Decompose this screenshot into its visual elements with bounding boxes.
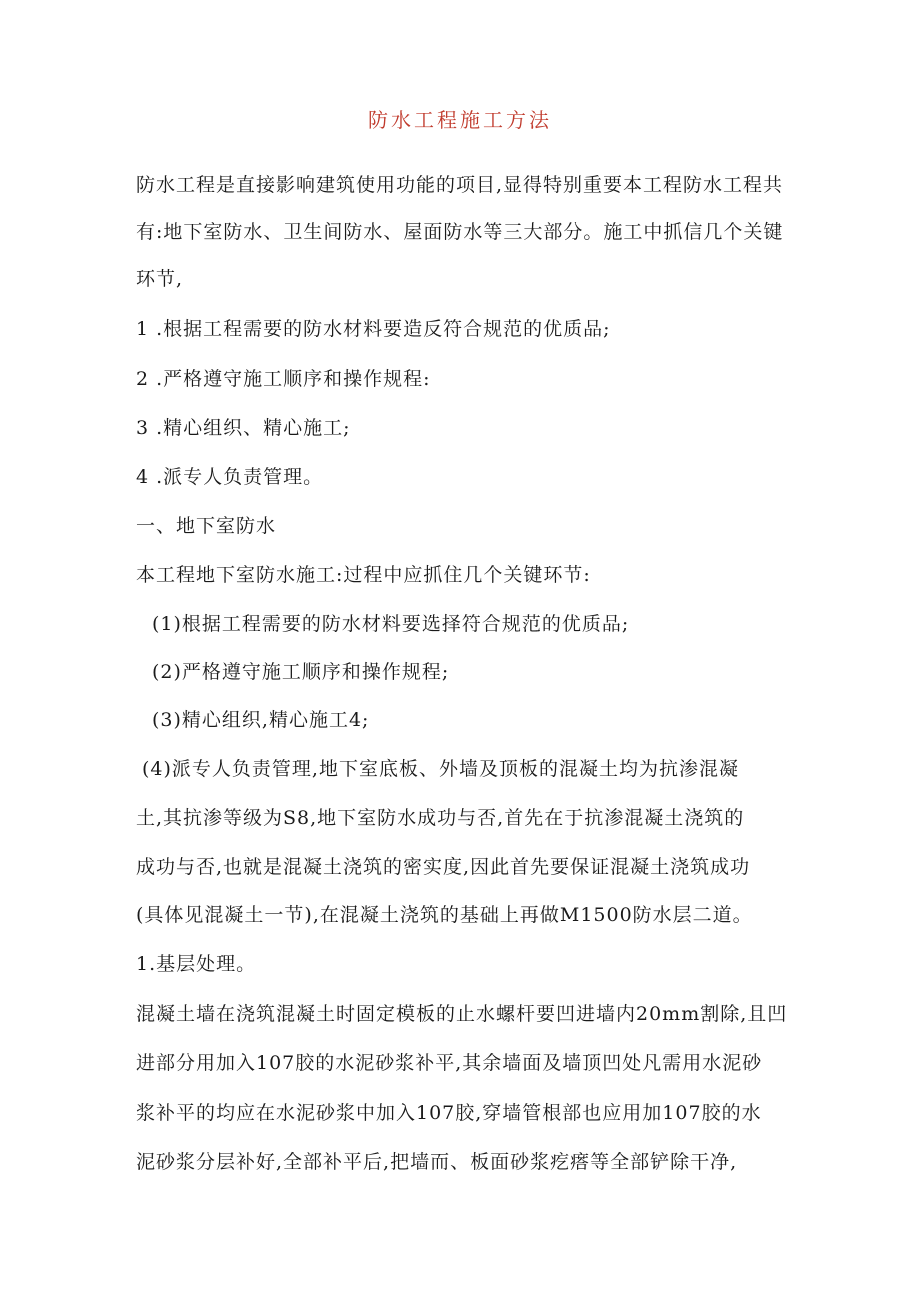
list-item: 1 .根据工程需要的防水材料要造反符合规范的优质品; — [136, 318, 611, 340]
paragraph-line: (4)派专人负责管理,地下室底板、外墙及顶板的混凝土均为抗渗混凝 — [142, 758, 739, 780]
list-item: 4 .派专人负责管理。 — [136, 466, 324, 488]
paragraph-line: (具体见混凝土一节),在混凝土浇筑的基础上再做M1500防水层二道。 — [136, 904, 753, 926]
paragraph-line: 成功与否,也就是混凝土浇筑的密实度,因此首先要保证混凝土浇筑成功 — [136, 856, 751, 878]
paragraph-line: 防水工程是直接影响建筑使用功能的项目,显得特别重要本工程防水工程共 — [136, 174, 784, 196]
paragraph-line: 有:地下室防水、卫生间防水、屋面防水等三大部分。施工中抓信几个关键 — [136, 221, 784, 243]
paragraph-line: 混凝土墙在浇筑混凝土时固定模板的止水螺杆要凹进墙内20mm割除,且凹 — [136, 1003, 788, 1025]
list-item: (2)严格遵守施工顺序和操作规程; — [152, 661, 450, 683]
section-heading: 一、地下室防水 — [136, 515, 277, 537]
paragraph-line: 进部分用加入107胶的水泥砂浆补平,其余墙面及墙顶凹处凡需用水泥砂 — [136, 1052, 763, 1074]
list-item: (3)精心组织,精心施工4; — [152, 709, 370, 731]
list-item: 3 .精心组织、精心施工; — [136, 417, 351, 439]
document-title: 防水工程施工方法 — [368, 108, 552, 132]
paragraph-line: 土,其抗渗等级为S8,地下室防水成功与否,首先在于抗渗混凝土浇筑的 — [136, 807, 745, 829]
paragraph-line: 本工程地下室防水施工:过程中应抓住几个关键环节: — [136, 564, 591, 586]
paragraph-line: 泥砂浆分层补好,全部补平后,把墙而、板面砂浆疙瘩等全部铲除干净, — [136, 1151, 738, 1173]
paragraph-line: 浆补平的均应在水泥砂浆中加入107胶,穿墙管根部也应用加107胶的水 — [136, 1102, 762, 1124]
paragraph-line: 环节, — [136, 268, 184, 290]
list-item: (1)根据工程需要的防水材料要选择符合规范的优质品; — [152, 613, 630, 635]
list-item: 2 .严格遵守施工顺序和操作规程: — [136, 368, 431, 390]
section-heading: 1.基层处理。 — [136, 953, 257, 975]
